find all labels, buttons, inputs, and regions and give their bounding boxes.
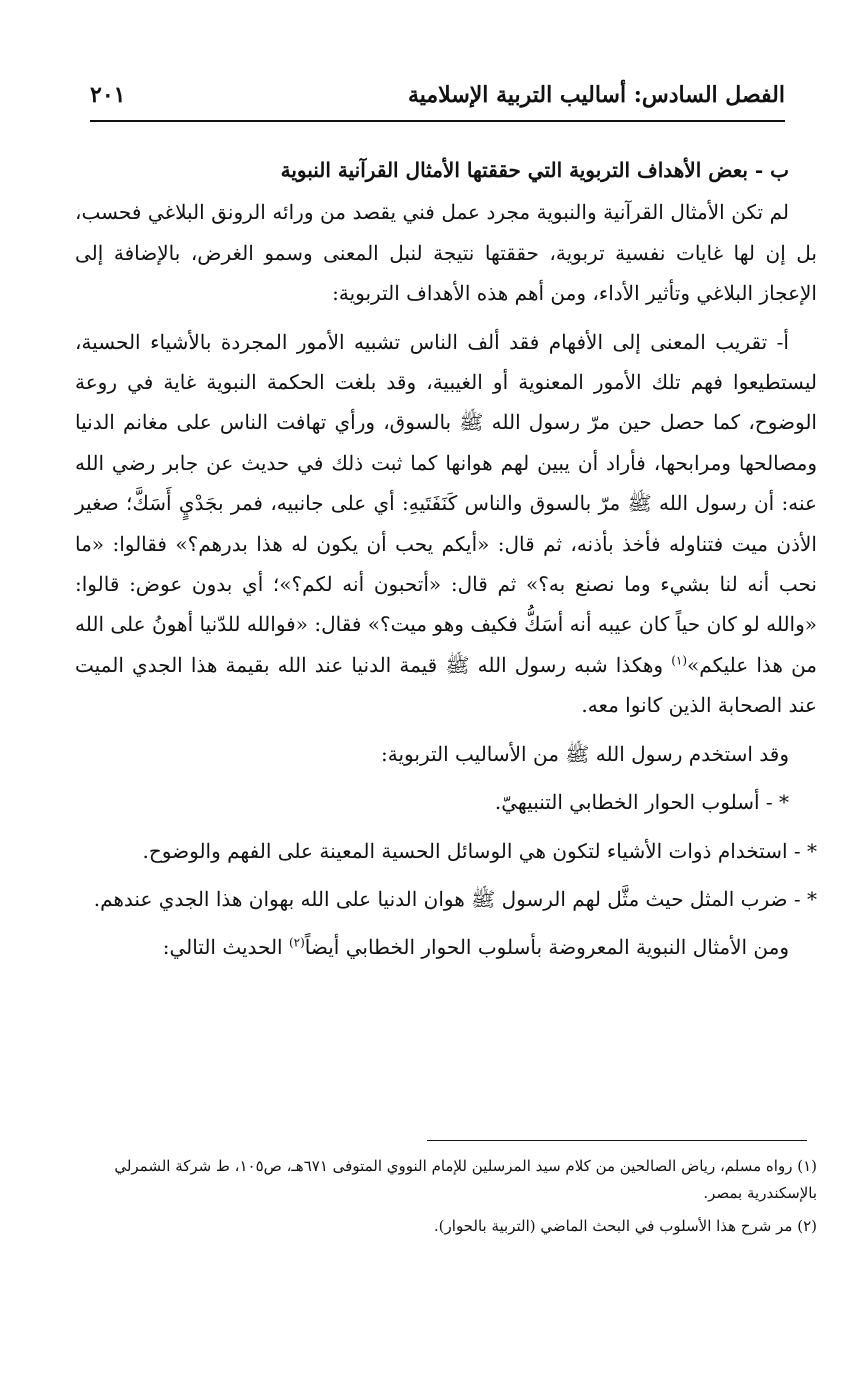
footnote-divider — [427, 1140, 807, 1141]
running-title: الفصل السادس: أساليب التربية الإسلامية — [407, 82, 785, 108]
paragraph-methods: وقد استخدم رسول الله ﷺ من الأساليب التربوية: — [381, 741, 789, 766]
section-heading: ب - بعض الأهداف التربوية التي حققتها الأمثال القرآنية النبوية — [280, 158, 789, 182]
footnote-1: (١) رواه مسلم، رياض الصالحين من كلام سيد المرسلين للإمام النووي المتوفى ٦٧١هـ، ص١٠٥، ط شركة الشمرلي بالإسكندرية بمصر. — [114, 1157, 817, 1202]
paragraph-hadith — [75, 322, 817, 726]
page-number: ٢٠١ — [90, 82, 126, 108]
paragraph-intro: لم تكن الأمثال القرآنية والنبوية مجرد عمل فني يقصد من ورائه الرونق البلاغي فحسب، بل إن لها غايات نفسية تربوية، حققتها نتيجة لنبل المعنى وسمو الغرض، بالإضافة إلى الإعجاز البلاغي وتأثير الأداء، ومن أهم هذه الأهداف التربوية: — [75, 200, 817, 306]
bullet-item: * - استخدام ذوات الأشياء لتكون هي الوسائل الحسية المعينة على الفهم والوضوح. — [142, 838, 817, 863]
footnote-marker-1: (١) — [671, 653, 688, 668]
closing-text-end: الحديث التالي: — [162, 935, 289, 960]
hadith-text: أ- تقريب المعنى إلى الأفهام فقد ألف الناس تشبيه الأمور المجردة بالأشياء الحسية، ليستطيعوا فهم تلك الأمور المعنوية أو الغيبية، وقد بلغت الحكمة النبوية غاية في روعة الوضوح، كما حصل حين مرّ رسول الله ﷺ بالسوق، ورأي تهافت الناس على مغانم الدنيا ومصالحها ومرابحها، فأراد أن يبين لهم هوانها كما ثبت ذلك في حديث عن جابر رضي الله عنه: أن رسول الله ﷺ مرّ بالسوق والناس كَنَفَتَيهِ: أي على جانبيه، فمر بجَدْيٍ أَسَكَّ؛ صغير الأذن ميت فتناوله فأخذ بأذنه، ثم قال: «أيكم يحب أن يكون له هذا بدرهم؟» فقالوا: «ما نحب أنه لنا بشيء وما نصنع به؟» ثم قال: «أتحبون أنه لكم؟»؛ أي بدون عوض: قالوا: «والله لو كان حياً كان عيبه أنه أسَكُّ فكيف وهو ميت؟» فقال: «فوالله للدّنيا أهونُ على الله من هذا عليكم» — [75, 329, 818, 677]
footnotes — [55, 1153, 817, 1246]
footnote-2: (٢) مر شرح هذا الأسلوب في البحث الماضي (التربية بالحوار). — [433, 1217, 817, 1235]
bullet-item: * - أسلوب الحوار الخطابي التنبيهيّ. — [494, 790, 789, 815]
footnote-marker-2: (٢) — [288, 935, 305, 950]
hadith-conclusion: وهكذا شبه رسول الله ﷺ قيمة الدنيا عند الله بقيمة هذا الجدي الميت عند الصحابة الذين كانوا معه. — [75, 652, 817, 718]
page-header — [90, 80, 785, 122]
main-text — [75, 150, 817, 968]
paragraph-closing — [75, 927, 817, 967]
closing-text: ومن الأمثال النبوية المعروضة بأسلوب الحوار الخطابي أيضاً — [304, 935, 789, 960]
bullet-item: * - ضرب المثل حيث مثَّل لهم الرسول ﷺ هوان الدنيا على الله بهوان هذا الجدي عندهم. — [93, 886, 817, 911]
